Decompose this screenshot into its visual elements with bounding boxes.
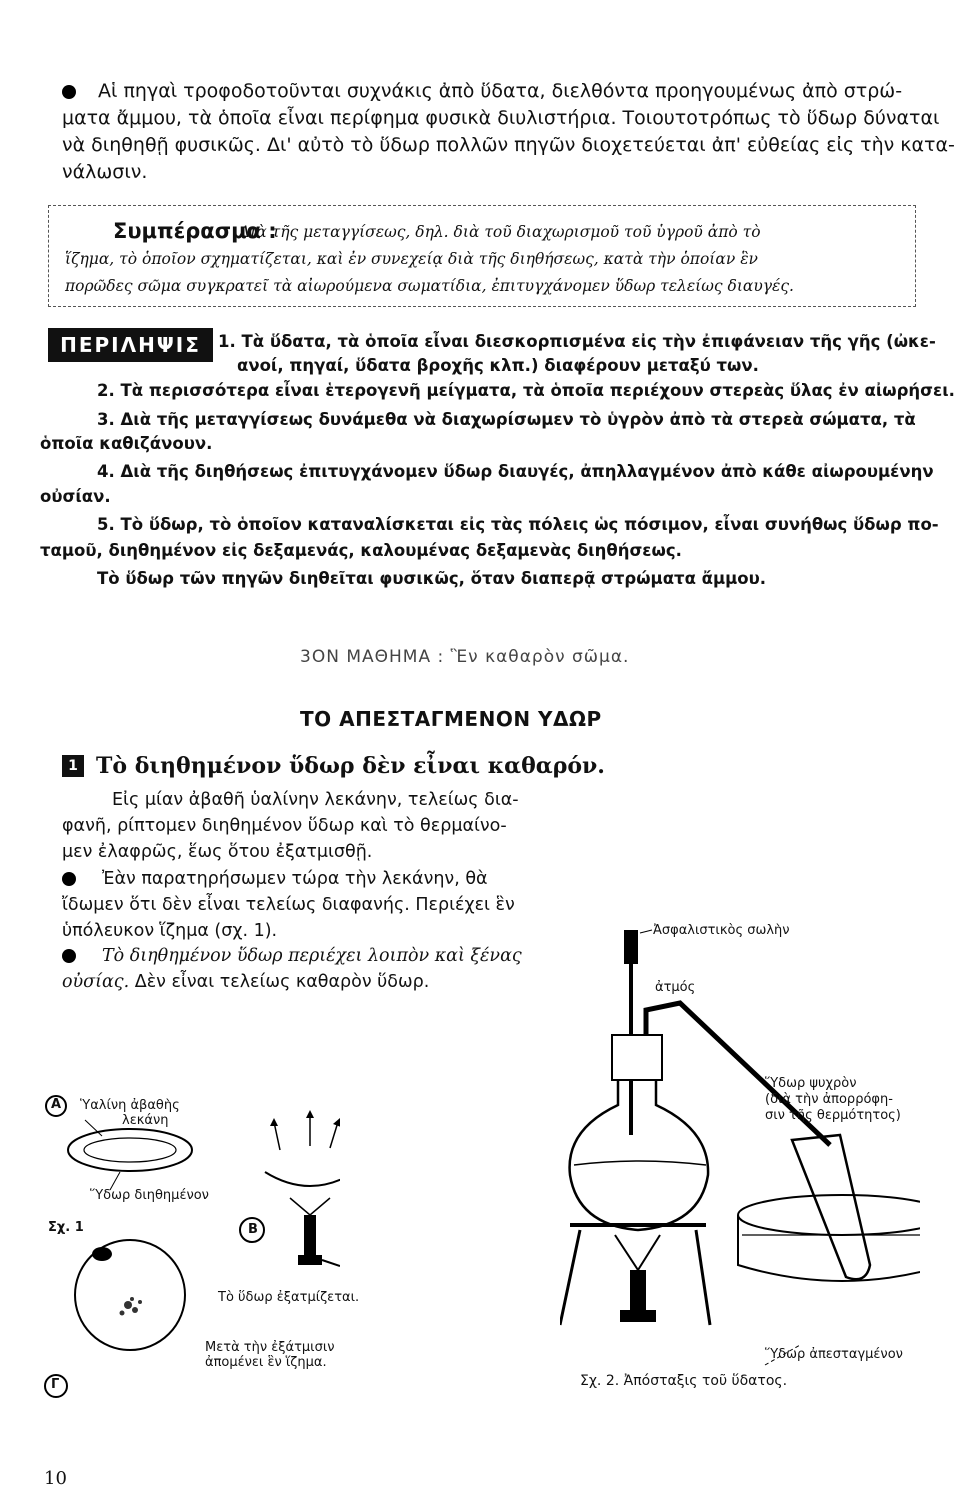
label-cold-water-1: Ὕδωρ ψυχρὸν [765, 1076, 857, 1091]
summary-line: ταμοῦ, διηθημένον εἰς δεξαμενάς, καλουμένας δεξαμενὰς διηθήσεως. [40, 541, 682, 560]
summary-line: ὁποῖα καθιζάνουν. [40, 434, 213, 453]
fig2-caption: Σχ. 2. Ἀπόσταξις τοῦ ὕδατος. [580, 1373, 788, 1389]
conclusion-label: Συμπέρασμα : [113, 219, 277, 243]
label-cold-water-2: (διὰ τὴν ἀπορρόφη- [765, 1092, 893, 1107]
section-heading: Τὸ διηθημένον ὕδωρ δὲν εἶναι καθαρόν. [96, 753, 605, 779]
conclusion-line: πορῶδες σῶμα συγκρατεῖ τὰ αἰωρούμενα σωματίδια, ἐπιτυγχάνομεν ὕδωρ τελείως διαυγές. [65, 277, 794, 295]
section-line: ἴδωμεν ὅτι δὲν εἶναι τελείως διαφανής. Περιέχει ἓν [62, 895, 515, 915]
page-title: ΤΟ ΑΠΕΣΤΑΓΜΕΝΟΝ ΥΔΩΡ [300, 707, 602, 731]
summary-line: 3. Διὰ τῆς μεταγγίσεως δυνάμεθα νὰ διαχωρίσωμεν τὸ ὑγρὸν ἀπὸ τὰ στερεὰ σώματα, τὰ [97, 410, 916, 429]
section-line: Τὸ διηθημένον ὕδωρ περιέχει λοιπὸν καὶ ξένας [62, 946, 522, 966]
section-line: Ἐὰν παρατηρήσωμεν τώρα τὴν λεκάνην, θὰ [62, 869, 488, 889]
label-evaporates: Τὸ ὕδωρ ἐξατμίζεται. [218, 1290, 360, 1305]
summary-line: 1. Τὰ ὕδατα, τὰ ὁποῖα εἶναι διεσκορπισμένα εἰς τὴν ἐπιφάνειαν τῆς γῆς (ὠκε- [218, 332, 936, 351]
label-residue-1: Μετὰ τὴν ἐξάτμισιν [205, 1340, 335, 1355]
summary-line: οὐσίαν. [40, 487, 111, 506]
intro-line: νάλωσιν. [62, 161, 148, 183]
label-cold-water-3: σιν τῆς θερμότητος) [765, 1108, 901, 1123]
label-dish-2: λεκάνη [122, 1113, 169, 1128]
label-residue-2: ἀπομένει ἓν ἵζημα. [205, 1355, 327, 1370]
figure-2-drawing [560, 925, 920, 1375]
section-line: φανῆ, ρίπτομεν διηθημένον ὕδωρ καὶ τὸ θερμαίνο- [62, 816, 507, 836]
label-distilled-water: Ὕδωρ ἀπεσταγμένον [765, 1347, 903, 1362]
fig1-caption: Σχ. 1 [48, 1220, 84, 1235]
section-line: οὐσίας. Δὲν εἶναι τελείως καθαρὸν ὕδωρ. [62, 972, 430, 992]
intro-line: νὰ διηθηθῇ φυσικῶς. Δι' αὐτὸ τὸ ὕδωρ πολλῶν πηγῶν διοχετεύεται ἀπ' εὐθείας εἰς τὴν κατα- [62, 134, 955, 156]
summary-list [0, 0, 963, 600]
conclusion-line: Διὰ τῆς μεταγγίσεως, δηλ. διὰ τοῦ διαχωρισμοῦ τοῦ ὑγροῦ ἀπὸ τὸ [239, 223, 761, 241]
summary-line: 2. Τὰ περισσότερα εἶναι ἑτερογενῆ μείγματα, τὰ ὁποῖα περιέχουν στερεὰς ὕλας ἐν αἰωρήσει. [97, 381, 955, 400]
label-safety-tube: Ἀσφαλιστικὸς σωλὴν [653, 923, 790, 938]
marker-c: Γ [51, 1377, 60, 1392]
section-line: ὑπόλευκον ἵζημα (σχ. 1). [62, 921, 278, 941]
section-line: μεν ἐλαφρῶς, ἕως ὅτου ἐξατμισθῇ. [62, 842, 373, 862]
marker-a: A [51, 1097, 62, 1112]
summary-line: Τὸ ὕδωρ τῶν πηγῶν διηθεῖται φυσικῶς, ὅταν διαπερᾷ στρώματα ἄμμου. [97, 569, 767, 588]
section-number: 1 [62, 755, 84, 777]
bullet-icon [62, 872, 76, 886]
summary-line: 5. Τὸ ὕδωρ, τὸ ὁποῖον καταναλίσκεται εἰς τὰς πόλεις ὡς πόσιμον, εἶναι συνήθως ὕδωρ πο- [97, 515, 939, 534]
label-dish: Ὑαλίνη ἀβαθὴς [80, 1098, 180, 1113]
bullet-icon [62, 949, 76, 963]
conclusion-line: ἵζημα, τὸ ὁποῖον σχηματίζεται, καὶ ἐν συνεχείᾳ διὰ τῆς διηθήσεως, κατὰ τὴν ὁποίαν ἓν [65, 250, 758, 268]
summary-line: ανοί, πηγαί, ὕδατα βροχῆς κλπ.) διαφέρουν μεταξύ των. [237, 356, 759, 375]
summary-badge: ΠΕΡΙΛΗΨΙΣ [48, 328, 213, 362]
intro-line: Αἱ πηγαὶ τροφοδοτοῦνται συχνάκις ἀπὸ ὕδατα, διελθόντα προηγουμένως ἀπὸ στρώ- [62, 78, 924, 105]
label-filtered-water: Ὕδωρ διηθημένον [90, 1188, 209, 1203]
intro-line: ματα ἄμμου, τὰ ὁποῖα εἶναι περίφημα φυσικὰ διυλιστήρια. Τοιουτοτρόπως τὸ ὕδωρ δύναται [62, 107, 940, 129]
summary-line: 4. Διὰ τῆς διηθήσεως ἐπιτυγχάνομεν ὕδωρ διαυγές, ἀπηλλαγμένον ἀπὸ κάθε αἰωρουμένην [97, 462, 934, 481]
section-line: Εἰς μίαν ἀβαθῆ ὑαλίνην λεκάνην, τελείως δια- [112, 790, 519, 810]
page-number: 10 [44, 1468, 67, 1489]
label-steam: ἀτμός [655, 980, 696, 995]
marker-b: B [248, 1222, 258, 1237]
lesson-header: 3ΟΝ ΜΑΘΗΜΑ : Ἓν καθαρὸν σῶμα. [300, 647, 630, 667]
